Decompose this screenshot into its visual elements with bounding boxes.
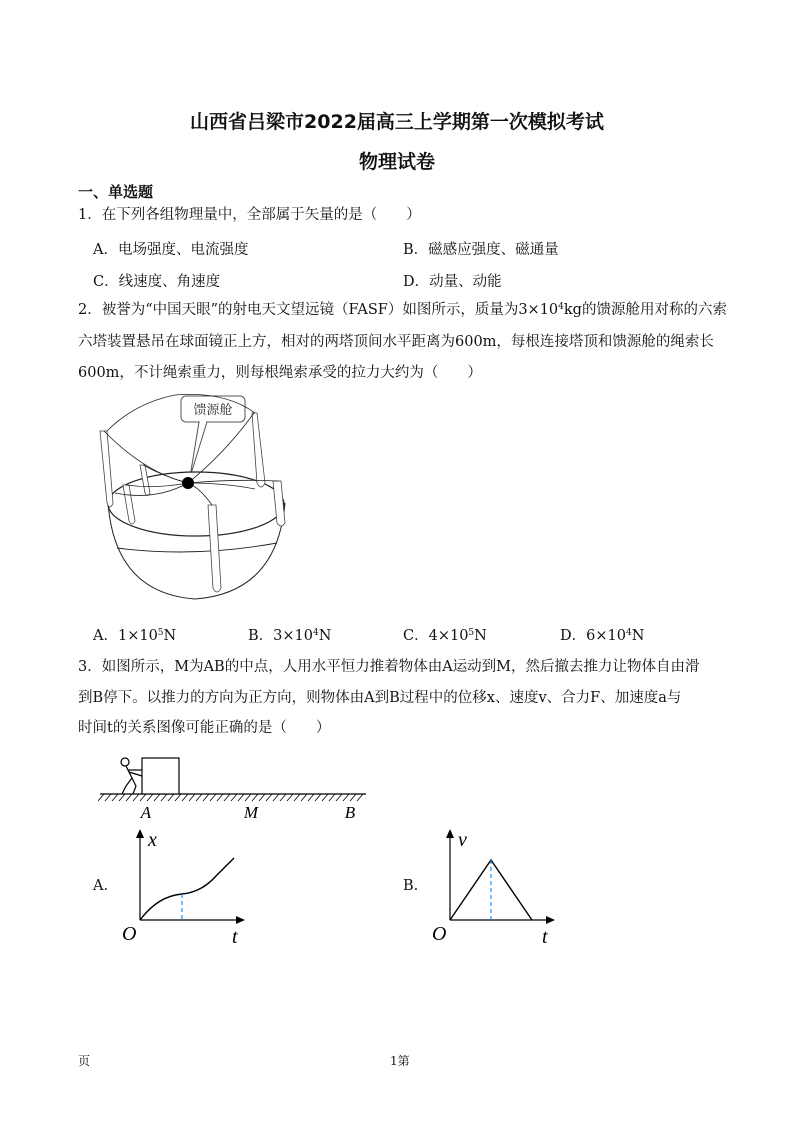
person-icon xyxy=(121,758,142,794)
cabin-label: 馈源舱 xyxy=(193,402,233,417)
ground-hatch xyxy=(357,794,363,801)
q1-option-b: B．磁感应强度、磁通量 xyxy=(403,242,559,258)
ground-hatch xyxy=(350,794,356,801)
ground-hatch xyxy=(336,794,342,801)
q2-stem-line3: 600m，不计绳索重力，则每根绳索承受的拉力大约为（ ） xyxy=(78,365,482,381)
q2-option-a: A．$1\times 10^5N$ xyxy=(93,628,177,644)
ground-hatch xyxy=(189,794,195,801)
ground-hatch xyxy=(287,794,293,801)
axis-label-x: x xyxy=(148,829,157,851)
axis-label-t: t xyxy=(542,926,548,948)
axis-label-v: v xyxy=(458,829,467,851)
q1-option-a: A．电场强度、电流强度 xyxy=(93,242,249,258)
ground-hatch xyxy=(154,794,160,801)
ground-hatch xyxy=(294,794,300,801)
page-title: 山西省吕梁市2022届高三上学期第一次模拟考试 xyxy=(190,111,604,133)
ground-hatch xyxy=(133,794,139,801)
ground-hatch xyxy=(329,794,335,801)
xt-curve xyxy=(140,858,234,920)
ground-hatch xyxy=(98,794,104,801)
ground-hatch xyxy=(196,794,202,801)
ground-hatch xyxy=(273,794,279,801)
origin-label: O xyxy=(122,923,137,945)
ground-hatch xyxy=(126,794,132,801)
q3-option-b-label: B. xyxy=(403,878,419,894)
fast-telescope-figure xyxy=(95,393,295,607)
ground-hatch xyxy=(119,794,125,801)
label-m: M xyxy=(243,803,259,822)
origin-label: O xyxy=(432,923,447,945)
axis-label-t: t xyxy=(232,926,238,948)
page-subtitle: 物理试卷 xyxy=(358,151,435,173)
ground-hatch xyxy=(161,794,167,801)
section-heading: 一、单选题 xyxy=(78,183,154,201)
q2-option-b: B．$3\times 10^4N$ xyxy=(248,628,332,644)
q1-option-d: D．动量、动能 xyxy=(403,274,502,290)
q3-stem-line3: 时间t的关系图像可能正确的是（ ） xyxy=(78,720,331,736)
ground-hatch xyxy=(245,794,251,801)
q3-option-a-label: A. xyxy=(93,878,109,894)
graph-v-t xyxy=(428,826,568,950)
ground-hatch xyxy=(217,794,223,801)
page-number: 1第 xyxy=(390,1054,410,1068)
q2-stem-line1: 2．被誉为“中国天眼”的射电天文望远镜（FASF）如图所示，质量为$3\times 10^4kg$的馈源舱用对称的六索 xyxy=(78,302,727,318)
ground-hatch xyxy=(105,794,111,801)
q2-option-d: D．$6\times 10^4N$ xyxy=(560,628,645,644)
block xyxy=(142,758,179,794)
ground-hatch xyxy=(301,794,307,801)
ground-hatch xyxy=(168,794,174,801)
q3-stem-line2: 到B停下。以推力的方向为正方向，则物体由A到B过程中的位移x、速度v、合力F、加速度a与 xyxy=(78,690,682,706)
q1-option-c: C．线速度、角速度 xyxy=(93,274,221,290)
q2-option-c: C．$4\times 10^5N$ xyxy=(403,628,487,644)
label-a: A xyxy=(140,803,152,822)
ground-hatch xyxy=(147,794,153,801)
ground-hatch xyxy=(238,794,244,801)
ground-hatch xyxy=(112,794,118,801)
ground-hatch xyxy=(308,794,314,801)
ground-hatch xyxy=(322,794,328,801)
q1-stem: 1．在下列各组物理量中，全部属于矢量的是（ ） xyxy=(78,207,421,223)
q2-stem-line2: 六塔装置悬吊在球面镜正上方，相对的两塔顶间水平距离为600m，每根连接塔顶和馈源舱的绳索长 xyxy=(78,334,714,350)
ground-hatch xyxy=(224,794,230,801)
ground-hatch xyxy=(252,794,258,801)
ground-hatch xyxy=(266,794,272,801)
ground-hatch xyxy=(203,794,209,801)
ground-hatch xyxy=(140,794,146,801)
ground-hatch xyxy=(259,794,265,801)
graph-x-t xyxy=(118,826,258,950)
ground-hatch xyxy=(231,794,237,801)
ground-hatch xyxy=(182,794,188,801)
ground-hatch xyxy=(210,794,216,801)
feed-cabin-dot xyxy=(182,477,194,489)
push-scene-figure xyxy=(98,752,370,824)
ground-hatch xyxy=(175,794,181,801)
ground-hatch xyxy=(343,794,349,801)
ground-hatch xyxy=(315,794,321,801)
q3-stem-line1: 3．如图所示，M为AB的中点，人用水平恒力推着物体由A运动到M，然后撤去推力让物体自由滑 xyxy=(78,659,700,675)
ground-hatch xyxy=(280,794,286,801)
footer-left: 页 xyxy=(78,1054,91,1068)
label-b: B xyxy=(344,803,356,822)
